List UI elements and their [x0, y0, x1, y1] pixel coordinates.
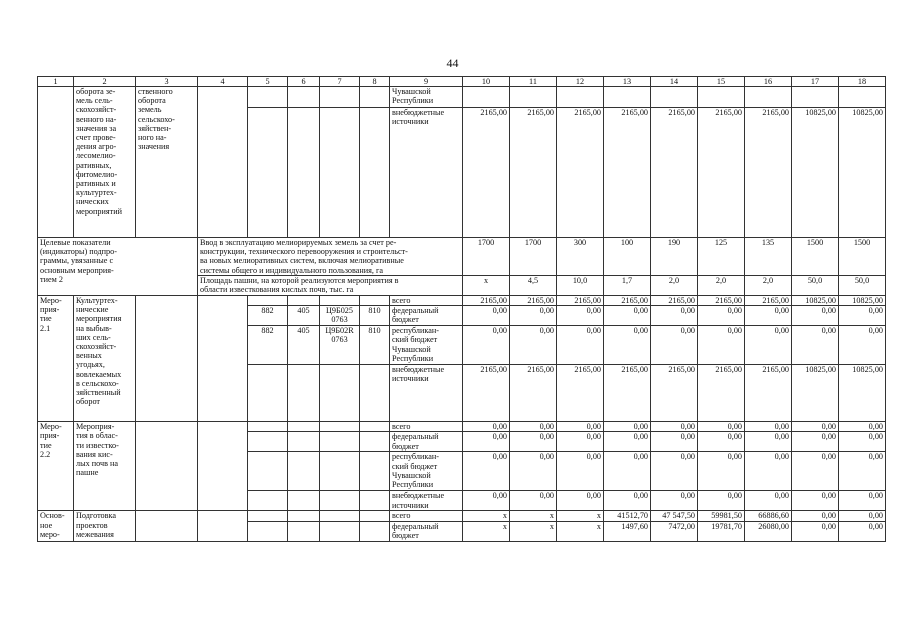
cell-value: 10825,00	[792, 108, 839, 238]
cell-value: 0,00	[557, 452, 604, 491]
column-number-header: 5	[248, 77, 288, 87]
cell-value: 0,00	[745, 422, 792, 432]
cell-measure-type: Основ- ное меро-	[38, 511, 74, 541]
cell-value: 0,00	[792, 306, 839, 326]
column-number-header: 11	[510, 77, 557, 87]
column-number-header: 17	[792, 77, 839, 87]
cell-code: Ц9Б02R 0763	[320, 326, 360, 365]
column-number-header: 15	[698, 77, 745, 87]
cell-value: 0,00	[698, 432, 745, 452]
cell-value: 0,00	[463, 452, 510, 491]
cell	[288, 87, 320, 108]
cell	[698, 87, 745, 108]
cell	[360, 521, 390, 541]
cell-value: 10825,00	[839, 108, 886, 238]
cell-value: 2165,00	[651, 108, 698, 238]
cell-value: 0,00	[510, 306, 557, 326]
cell-code	[320, 365, 360, 422]
column-number-header: 3	[136, 77, 198, 87]
column-number-header: 8	[360, 77, 390, 87]
cell-value: 0,00	[792, 422, 839, 432]
cell-value: 0,00	[604, 491, 651, 511]
cell-code: 810	[360, 306, 390, 326]
cell	[320, 452, 360, 491]
cell-code	[320, 296, 360, 306]
cell-value: 0,00	[557, 422, 604, 432]
cell	[557, 87, 604, 108]
cell	[248, 432, 288, 452]
cell-value: 0,00	[463, 326, 510, 365]
cell-value: 0,00	[698, 422, 745, 432]
cell-value: 0,00	[557, 306, 604, 326]
cell	[288, 521, 320, 541]
cell-value: 10825,00	[839, 296, 886, 306]
cell	[360, 87, 390, 108]
cell-measure-name: Культуртех- нические мероприятия на выбыв- ших сель- скохозяйст- венных угодьях, вовлекаемых в сельскохо- зяйственный оборот	[74, 296, 136, 422]
cell-value: 0,00	[698, 306, 745, 326]
cell-code: 882	[248, 326, 288, 365]
cell	[288, 452, 320, 491]
column-number-row	[38, 77, 886, 87]
cell	[248, 87, 288, 108]
cell	[320, 108, 360, 238]
cell-value: 4,5	[510, 276, 557, 296]
cell-code	[248, 365, 288, 422]
cell	[248, 521, 288, 541]
cell-value: 10825,00	[839, 365, 886, 422]
cell-source: федеральный бюджет	[390, 521, 463, 541]
cell-value: 0,00	[604, 452, 651, 491]
cell-measure-name: Подготовка проектов межевания	[74, 511, 136, 541]
cell-value: 2165,00	[698, 108, 745, 238]
cell	[198, 87, 248, 238]
cell-value: 10825,00	[792, 296, 839, 306]
cell-value: 300	[557, 238, 604, 276]
cell	[320, 422, 360, 432]
cell-value: 0,00	[792, 491, 839, 511]
cell-value: 2,0	[745, 276, 792, 296]
cell	[288, 432, 320, 452]
cell-value: 0,00	[463, 432, 510, 452]
cell-value: 59981,50	[698, 511, 745, 521]
cell-value: 0,00	[510, 422, 557, 432]
cell-value: 0,00	[839, 521, 886, 541]
cell-code: Ц9Б025 0763	[320, 306, 360, 326]
cell-source: всего	[390, 511, 463, 521]
cell-value: 2165,00	[651, 365, 698, 422]
cell-value: 1700	[463, 238, 510, 276]
cell	[288, 108, 320, 238]
cell-value: 2165,00	[698, 365, 745, 422]
cell-value: 135	[745, 238, 792, 276]
column-number-header: 9	[390, 77, 463, 87]
table-row	[38, 87, 886, 108]
cell-value: 0,00	[651, 422, 698, 432]
cell-value: 2165,00	[745, 108, 792, 238]
cell-value: х	[510, 511, 557, 521]
cell	[288, 511, 320, 521]
column-number-header: 1	[38, 77, 74, 87]
cell	[198, 296, 248, 422]
cell-value: 125	[698, 238, 745, 276]
cell	[136, 422, 198, 511]
cell-targets-label: Целевые показатели (индикаторы) подпро- граммы, увязанные с основным мероприя- тием 2	[38, 238, 198, 296]
cell-value: 0,00	[792, 326, 839, 365]
cell-value: 0,00	[792, 521, 839, 541]
cell-value: 1500	[839, 238, 886, 276]
cell-value: 0,00	[510, 326, 557, 365]
cell-value: 66886,60	[745, 511, 792, 521]
cell	[604, 87, 651, 108]
cell-value: 0,00	[745, 491, 792, 511]
cell-value: 10,0	[557, 276, 604, 296]
cell-value: 0,00	[745, 432, 792, 452]
cell-value: 0,00	[463, 306, 510, 326]
column-number-header: 6	[288, 77, 320, 87]
cell-source: федеральный бюджет	[390, 306, 463, 326]
cell-value: х	[557, 511, 604, 521]
column-number-header: 14	[651, 77, 698, 87]
cell-value: 2165,00	[604, 365, 651, 422]
cell-code	[248, 296, 288, 306]
cell	[510, 87, 557, 108]
column-number-header: 12	[557, 77, 604, 87]
table-row	[38, 511, 886, 521]
table-row	[38, 296, 886, 306]
cell-value: 2165,00	[604, 296, 651, 306]
page-number: 44	[446, 56, 459, 70]
cell	[320, 432, 360, 452]
cell	[38, 87, 74, 238]
cell-value: 0,00	[651, 491, 698, 511]
cell-source: внебюджетные источники	[390, 108, 463, 238]
cell-value: х	[463, 521, 510, 541]
cell	[198, 422, 248, 511]
cell-value: 0,00	[839, 306, 886, 326]
cell	[248, 452, 288, 491]
cell-value: 2,0	[698, 276, 745, 296]
cell	[248, 491, 288, 511]
cell-value: 0,00	[651, 326, 698, 365]
cell-value: 2165,00	[510, 108, 557, 238]
cell-value: 2165,00	[745, 365, 792, 422]
cell-value: 2165,00	[510, 365, 557, 422]
cell-code	[288, 296, 320, 306]
cell-value: 0,00	[510, 452, 557, 491]
cell-value: х	[463, 511, 510, 521]
cell-value: 0,00	[839, 326, 886, 365]
cell-value: 0,00	[510, 432, 557, 452]
cell-source: внебюджетные источники	[390, 491, 463, 511]
cell-value: 0,00	[792, 452, 839, 491]
cell-value: 2165,00	[745, 296, 792, 306]
cell-value: 0,00	[604, 306, 651, 326]
cell	[745, 87, 792, 108]
cell-value: х	[463, 276, 510, 296]
budget-table	[37, 76, 886, 542]
cell-indicator-text: Ввод в эксплуатацию мелиорируемых земель за счет ре- конструкции, технического перевооружения и строительст- ва новых мелиоративных систем, включая мелиоративные системы общего и индивидуального пользования, га	[198, 238, 463, 276]
cell-value: 2165,00	[557, 296, 604, 306]
cell	[320, 87, 360, 108]
cell-value: 0,00	[839, 511, 886, 521]
cell-value: 0,00	[463, 491, 510, 511]
cell	[360, 491, 390, 511]
cell-value: 2,0	[651, 276, 698, 296]
cell-value: 0,00	[745, 326, 792, 365]
cell	[651, 87, 698, 108]
cell-code	[360, 365, 390, 422]
cell-value: 0,00	[839, 452, 886, 491]
cell	[360, 108, 390, 238]
cell-code: 405	[288, 326, 320, 365]
cell-code: 405	[288, 306, 320, 326]
cell-value: 0,00	[557, 491, 604, 511]
cell-value: 50,0	[839, 276, 886, 296]
cell	[839, 87, 886, 108]
cell	[320, 511, 360, 521]
cell-value: 0,00	[839, 432, 886, 452]
cell	[360, 511, 390, 521]
cell	[136, 296, 198, 422]
cell-value: 0,00	[557, 432, 604, 452]
column-number-header: 13	[604, 77, 651, 87]
cell-indicator-text: Площадь пашни, на которой реализуются мероприятия в области известкования кислых почв, тыс. га	[198, 276, 463, 296]
cell-value: 0,00	[698, 491, 745, 511]
cell-value: 0,00	[839, 422, 886, 432]
cell-source: республикан- ский бюджет Чувашской Республики	[390, 452, 463, 491]
cell-value: 2165,00	[463, 296, 510, 306]
cell-value: 0,00	[463, 422, 510, 432]
column-number-header: 10	[463, 77, 510, 87]
column-number-header: 18	[839, 77, 886, 87]
cell-measure-type: Меро- прия- тие 2.1	[38, 296, 74, 422]
cell-value: 100	[604, 238, 651, 276]
cell-value: 2165,00	[510, 296, 557, 306]
cell-value: 1700	[510, 238, 557, 276]
cell-value: 1,7	[604, 276, 651, 296]
cell-code	[288, 365, 320, 422]
cell-code: 810	[360, 326, 390, 365]
cell-value: 2165,00	[557, 108, 604, 238]
cell	[248, 422, 288, 432]
cell-value: 0,00	[745, 452, 792, 491]
cell-measure-name: Мероприя- тия в облас- ти известко- вания кис- лых почв на пашне	[74, 422, 136, 511]
cell-value: 0,00	[792, 432, 839, 452]
cell-value: 2165,00	[463, 108, 510, 238]
cell-value: 1497,60	[604, 521, 651, 541]
cell	[463, 87, 510, 108]
cell-value: 2165,00	[651, 296, 698, 306]
cell-value: 0,00	[745, 306, 792, 326]
cell	[248, 511, 288, 521]
cell-value: 0,00	[698, 326, 745, 365]
cell	[136, 511, 198, 541]
cell-measure-name: оборота зе- мель сель- скохозяйст- венного на- значения за счет прове- дения агро- лесомелио- ративных, фитомелио- ративных и культуртех- нических мероприятий	[74, 87, 136, 238]
cell	[360, 422, 390, 432]
cell-value: 41512,70	[604, 511, 651, 521]
cell-value: 0,00	[651, 306, 698, 326]
cell-value: 2165,00	[604, 108, 651, 238]
cell-value: 7472,00	[651, 521, 698, 541]
cell-value: 0,00	[510, 491, 557, 511]
cell-measure-type: Меро- прия- тие 2.2	[38, 422, 74, 511]
cell	[360, 432, 390, 452]
cell-value: 26080,00	[745, 521, 792, 541]
cell	[288, 491, 320, 511]
cell-value: 0,00	[792, 511, 839, 521]
cell-value: х	[510, 521, 557, 541]
column-number-header: 4	[198, 77, 248, 87]
cell-source: всего	[390, 422, 463, 432]
cell-value: 0,00	[651, 452, 698, 491]
cell-value: 0,00	[557, 326, 604, 365]
cell	[198, 511, 248, 541]
table-row	[38, 422, 886, 432]
cell-source: Чувашской Республики	[390, 87, 463, 108]
cell-value: 0,00	[604, 326, 651, 365]
cell-value: 0,00	[604, 422, 651, 432]
cell-value: 2165,00	[463, 365, 510, 422]
cell-source: федеральный бюджет	[390, 432, 463, 452]
cell-value: 47 547,50	[651, 511, 698, 521]
cell-value: 0,00	[839, 491, 886, 511]
cell-value: 19781,70	[698, 521, 745, 541]
cell-source: внебюджетные источники	[390, 365, 463, 422]
cell-code	[360, 296, 390, 306]
cell	[360, 452, 390, 491]
cell-value: х	[557, 521, 604, 541]
column-number-header: 2	[74, 77, 136, 87]
column-number-header: 7	[320, 77, 360, 87]
cell-value: 0,00	[604, 432, 651, 452]
cell-goal: ственного оборота земель сельскохо- зяйствен- ного на- значения	[136, 87, 198, 238]
cell-value: 190	[651, 238, 698, 276]
cell	[288, 422, 320, 432]
cell-value: 2165,00	[557, 365, 604, 422]
cell	[792, 87, 839, 108]
cell-source: всего	[390, 296, 463, 306]
column-number-header: 16	[745, 77, 792, 87]
cell	[320, 521, 360, 541]
cell-value: 2165,00	[698, 296, 745, 306]
cell-value: 10825,00	[792, 365, 839, 422]
cell	[248, 108, 288, 238]
cell-value: 0,00	[698, 452, 745, 491]
cell-value: 1500	[792, 238, 839, 276]
cell-source: республикан- ский бюджет Чувашской Республики	[390, 326, 463, 365]
cell-value: 0,00	[651, 432, 698, 452]
cell-code: 882	[248, 306, 288, 326]
table-row	[38, 238, 886, 276]
cell	[320, 491, 360, 511]
cell-value: 50,0	[792, 276, 839, 296]
